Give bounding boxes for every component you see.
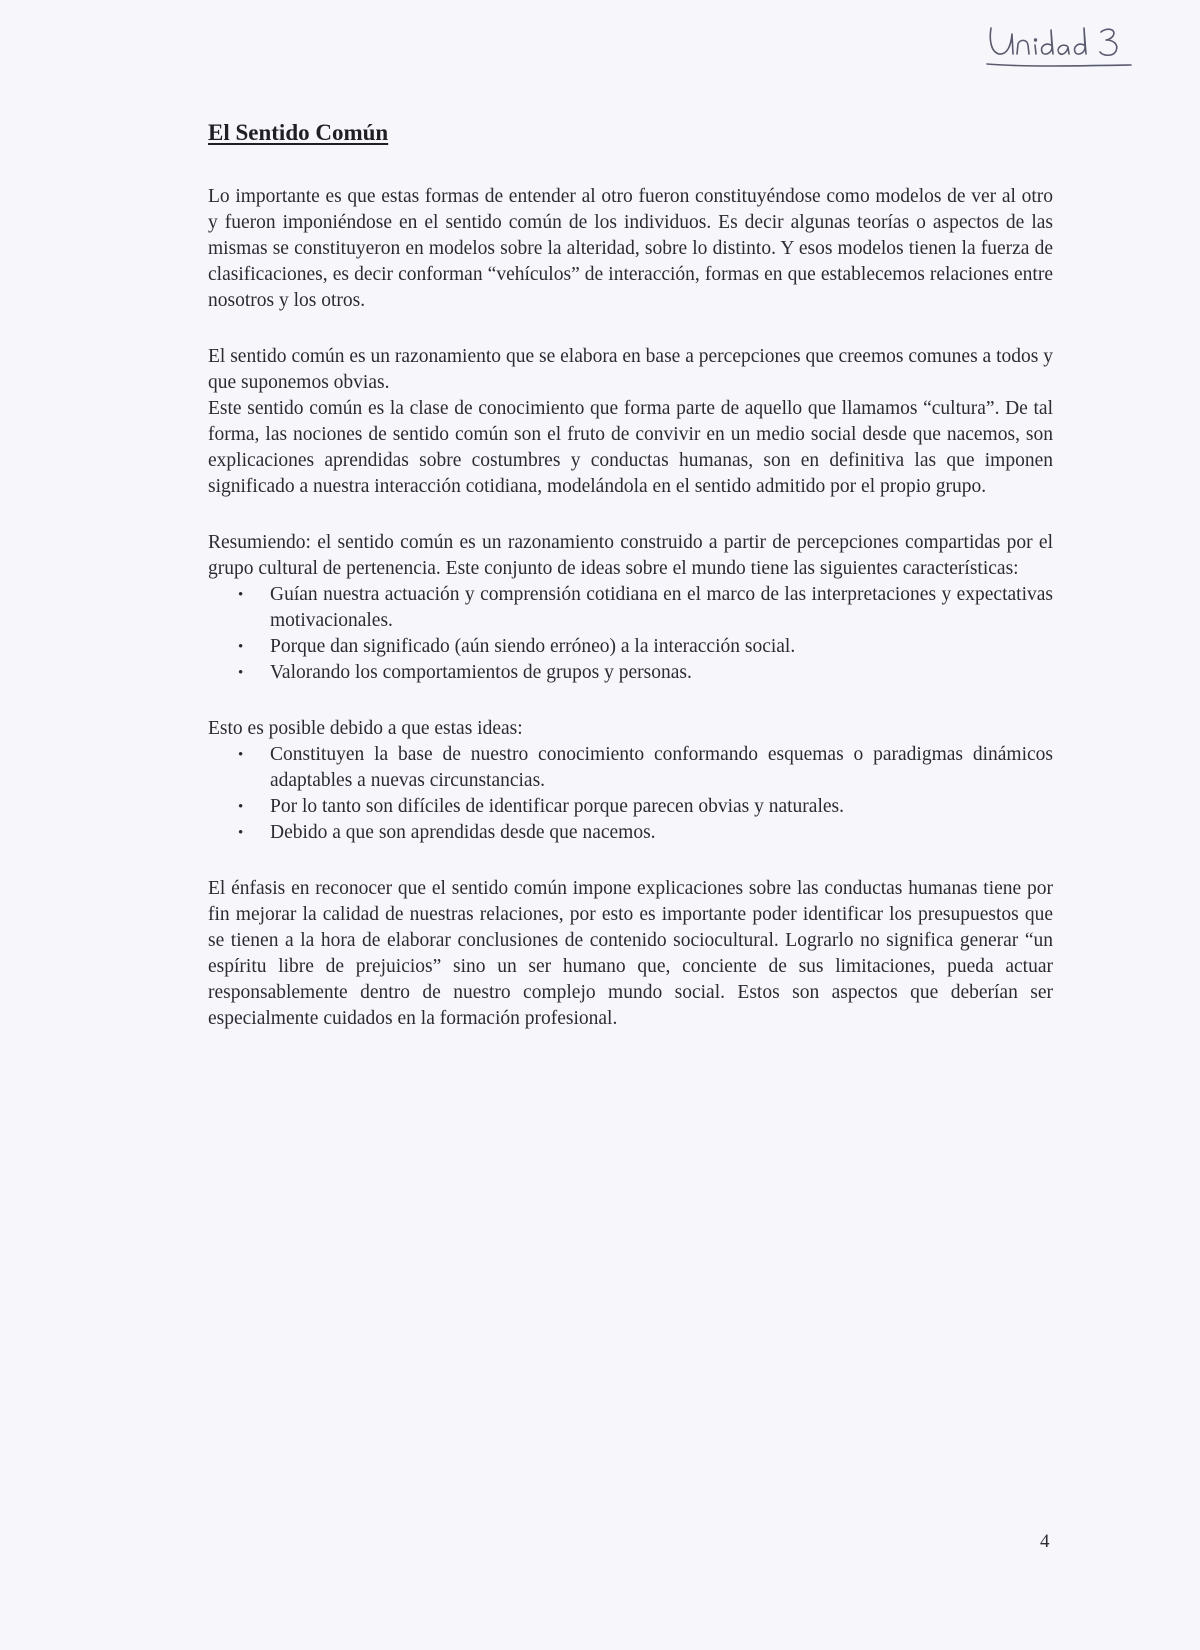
bullet-icon: • (238, 825, 244, 841)
list-item-text: Valorando los comportamientos de grupos y personas. (270, 662, 692, 683)
paragraph-gap (208, 500, 1053, 530)
document-title: El Sentido Común (208, 120, 389, 145)
paragraph-otherness-models: Lo importante es que estas formas de entender al otro fueron constituyéndose como modelos de ver al otro y fueron imponiéndose en el sentido común de los individuos. Es decir algunas teorías o aspectos de las mismas se constituyeron en modelos sobre la alteridad, sobre lo distinto. Y esos modelos tienen la fuerza de clasificaciones, es decir conforman “vehículos” de interacción, formas en que establecemos relaciones entre nosotros y los otros. (208, 186, 1053, 311)
list-item-text: Debido a que son aprendidas desde que nacemos. (270, 822, 656, 843)
list-item (238, 660, 1053, 686)
bullet-icon: • (238, 747, 244, 763)
ideas-list (208, 742, 1053, 846)
paragraph-possible-because: Esto es posible debido a que estas ideas: (208, 718, 523, 739)
list-item (238, 742, 1053, 794)
list-item-text: Por lo tanto son difíciles de identificar porque parecen obvias y naturales. (270, 796, 844, 817)
list-item-text: Constituyen la base de nuestro conocimiento conformando esquemas o paradigmas dinámicos adaptables a nuevas circunstancias. (270, 744, 1053, 791)
handwritten-note (985, 14, 1135, 74)
handwritten-unidad-3-drawing (985, 14, 1135, 74)
list-item-text: Porque dan significado (aún siendo erróneo) a la interacción social. (270, 636, 796, 657)
paragraph-summary: Resumiendo: el sentido común es un razonamiento construido a partir de percepciones compartidas por el grupo cultural de pertenencia. Este conjunto de ideas sobre el mundo tiene las siguientes características: (208, 532, 1053, 579)
page-number: 4 (1040, 1531, 1050, 1552)
paragraph-gap (208, 846, 1053, 876)
list-item (238, 820, 1053, 846)
paragraph-gap (208, 686, 1053, 716)
paragraph-common-sense-culture: Este sentido común es la clase de conocimiento que forma parte de aquello que llamamos “cultura”. De tal forma, las nociones de sentido común son el fruto de convivir en un medio social desde que nacemos, son explicaciones aprendidas sobre costumbres y conductas humanas, son en definitiva las que imponen significado a nuestra interacción cotidiana, modelándola en el sentido admitido por el propio grupo. (208, 398, 1053, 497)
list-item (238, 794, 1053, 820)
bullet-icon: • (238, 639, 244, 655)
bullet-icon: • (238, 665, 244, 681)
characteristics-list (208, 582, 1053, 686)
list-item (238, 634, 1053, 660)
bullet-icon: • (238, 587, 244, 603)
list-item (238, 582, 1053, 634)
paragraph-gap (208, 314, 1053, 344)
document-body (208, 120, 1053, 1032)
bullet-icon: • (238, 799, 244, 815)
paragraph-common-sense-definition: El sentido común es un razonamiento que se elabora en base a percepciones que creemos comunes a todos y que suponemos obvias. (208, 346, 1053, 393)
list-item-text: Guían nuestra actuación y comprensión cotidiana en el marco de las interpretaciones y expectativas motivacionales. (270, 584, 1053, 631)
paragraph-emphasis: El énfasis en reconocer que el sentido común impone explicaciones sobre las conductas humanas tiene por fin mejorar la calidad de nuestras relaciones, por esto es importante poder identificar los presupuestos que se tienen a la hora de elaborar conclusiones de contenido sociocultural. Lograrlo no significa generar “un espíritu libre de prejuicios” sino un ser humano que, conciente de sus limitaciones, pueda actuar responsablemente dentro de nuestro complejo mundo social. Estos son aspectos que deberían ser especialmente cuidados en la formación profesional. (208, 878, 1053, 1029)
